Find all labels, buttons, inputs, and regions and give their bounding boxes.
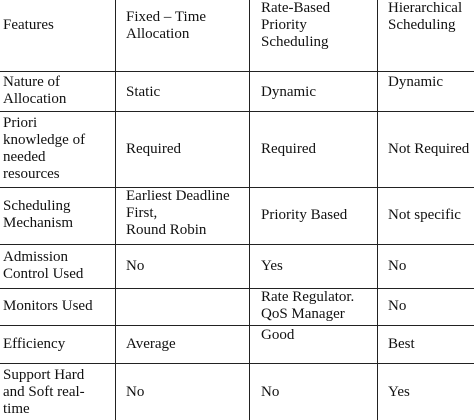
row-divider — [0, 363, 474, 364]
row-1-rate: Dynamic — [261, 84, 316, 100]
row-3-hier: Not specific — [388, 207, 461, 223]
row-6-hier: Best — [388, 336, 415, 352]
row-divider — [0, 71, 474, 72]
header-fixed-time-allocation: Fixed – Time Allocation — [126, 9, 207, 42]
row-1-hier: Dynamic — [388, 74, 443, 90]
column-divider — [377, 0, 378, 420]
header-hierarchical-scheduling: Hierarchical Scheduling — [388, 0, 463, 33]
row-7-feature: Support Hard and Soft real- time — [3, 367, 85, 417]
row-7-rate: No — [261, 384, 280, 400]
row-4-hier: No — [388, 258, 407, 274]
row-2-hier: Not Required — [388, 141, 470, 157]
row-4-feature: Admission Control Used — [3, 249, 84, 282]
row-5-hier: No — [388, 298, 407, 314]
row-divider — [0, 111, 474, 112]
row-4-rate: Yes — [261, 258, 283, 274]
row-6-feature: Efficiency — [3, 336, 66, 352]
row-1-fixed: Static — [126, 84, 161, 100]
row-divider — [0, 244, 474, 245]
row-6-fixed: Average — [126, 336, 176, 352]
row-divider — [0, 288, 474, 289]
header-features: Features — [3, 17, 54, 33]
row-7-fixed: No — [126, 384, 145, 400]
row-divider — [0, 325, 474, 326]
row-1-feature: Nature of Allocation — [3, 74, 67, 107]
row-divider — [0, 187, 474, 188]
row-5-feature: Monitors Used — [3, 298, 93, 314]
row-2-feature: Priori knowledge of needed resources — [3, 115, 86, 182]
row-3-fixed: Earliest Deadline First, Round Robin — [126, 188, 230, 238]
header-rate-based-priority-scheduling: Rate-Based Priority Scheduling — [261, 0, 331, 50]
row-5-rate: Rate Regulator. QoS Manager — [261, 289, 355, 322]
column-divider — [249, 0, 250, 420]
row-4-fixed: No — [126, 258, 145, 274]
column-divider — [115, 0, 116, 420]
row-2-rate: Required — [261, 141, 316, 157]
row-6-rate: Good — [261, 327, 295, 343]
row-2-fixed: Required — [126, 141, 181, 157]
row-7-hier: Yes — [388, 384, 410, 400]
row-3-rate: Priority Based — [261, 207, 348, 223]
row-3-feature: Scheduling Mechanism — [3, 198, 73, 231]
